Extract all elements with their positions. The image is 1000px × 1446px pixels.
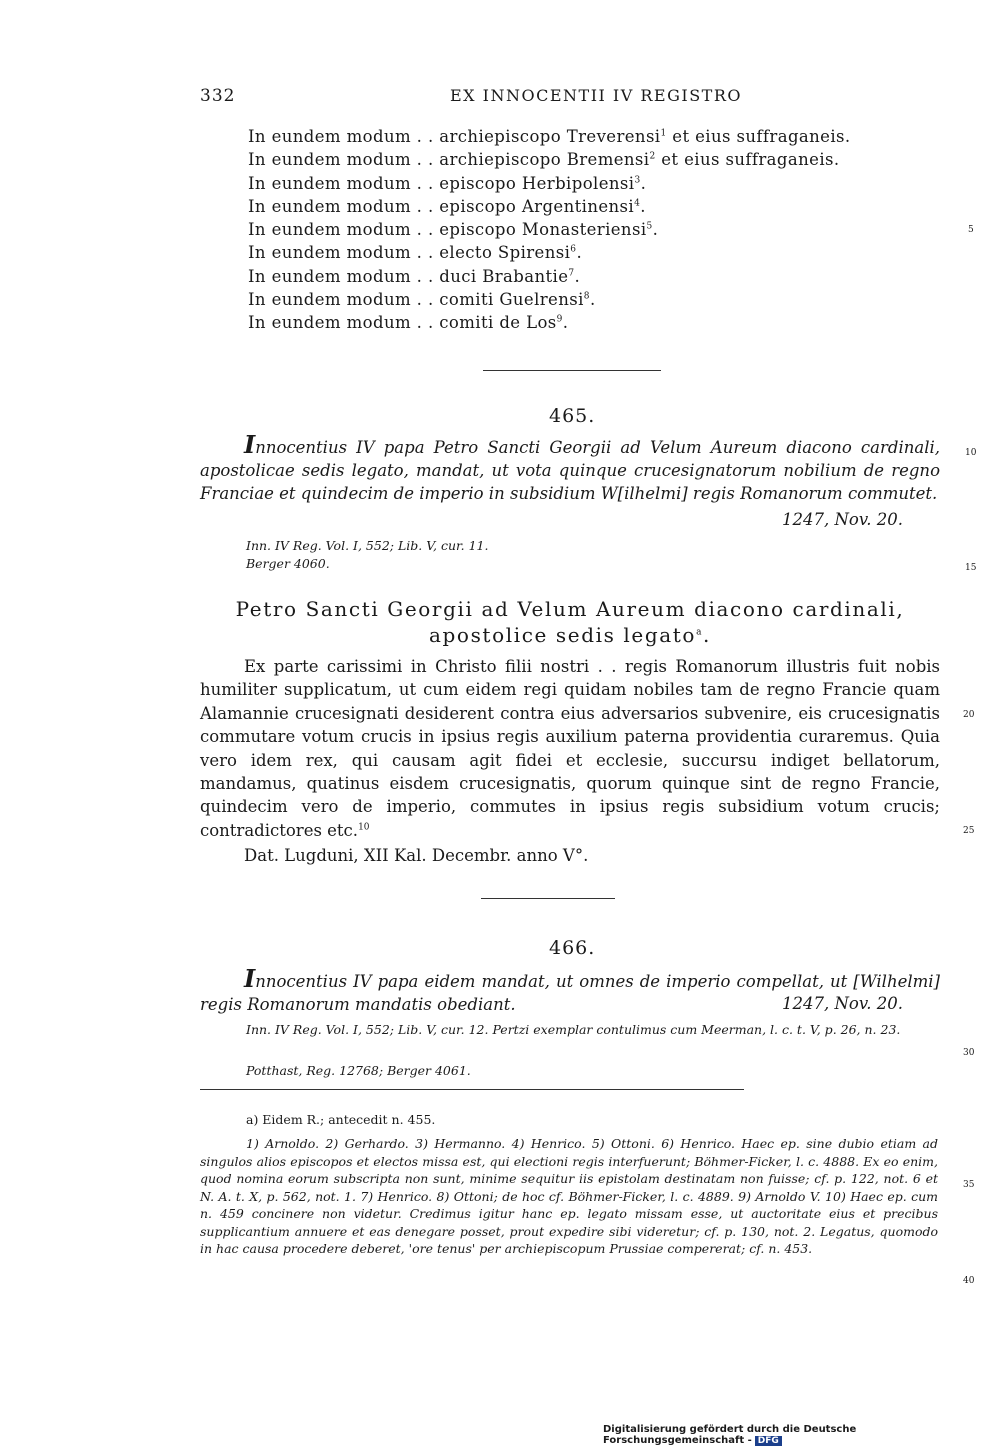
source-references: Inn. IV Reg. Vol. I, 552; Lib. V, cur. 12. Pertzi exemplar contulimus cum Meerman, l. c. t. V, p. 26, n. 23.: [246, 1022, 901, 1037]
footnote-a: a) Eidem R.; antecedit n. 455.: [246, 1112, 436, 1127]
address-line: In eundem modum . . comiti Guelrensi$^8$.: [248, 290, 596, 310]
document-number: 466.: [549, 937, 596, 959]
line-number: 15: [965, 563, 977, 573]
line-number: 35: [963, 1180, 975, 1190]
document-summary: Innocentius IV papa Petro Sancti Georgii ad Velum Aureum diacono cardinali, apostolicae sedis legato, mandat, ut vota quinque crucesignatorum nobilium de regno Franciae et quindecim de imperio in subsidium W[ilhelmi] regis Romanorum commutet.: [200, 430, 940, 503]
source-references: Potthast, Reg. 12768; Berger 4061.: [246, 1063, 471, 1078]
section-divider: [483, 370, 661, 371]
address-line: In eundem modum . . electo Spirensi$^6$.: [248, 243, 583, 263]
address-line: In eundem modum . . episcopo Monasteriensi$^5$.: [248, 220, 659, 240]
address-line: In eundem modum . . archiepiscopo Treverensi$^1$ et eius suffraganeis.: [248, 127, 851, 146]
document-summary: Innocentius IV papa eidem mandat, ut omnes de imperio compellat, ut [Wilhelmi] regis Romanorum mandatis obediant.: [200, 964, 940, 1014]
line-number: 20: [963, 710, 975, 720]
source-references: Inn. IV Reg. Vol. I, 552; Lib. V, cur. 11. Berger 4060.: [246, 538, 489, 571]
page-number: 332: [200, 86, 236, 106]
section-divider: [481, 898, 615, 899]
address-line: In eundem modum . . episcopo Herbipolensi$^3$.: [248, 173, 647, 193]
document-date: 1247, Nov. 20.: [782, 510, 903, 529]
line-number: 40: [963, 1276, 975, 1286]
address-line: In eundem modum . . duci Brabantie$^7$.: [248, 266, 581, 286]
address-line: In eundem modum . . episcopo Argentinensi$^4$.: [248, 196, 646, 216]
line-number: 10: [965, 448, 977, 458]
line-number: 30: [963, 1048, 975, 1058]
document-date: 1247, Nov. 20.: [782, 994, 903, 1013]
address-line: In eundem modum . . archiepiscopo Bremensi$^2$ et eius suffraganeis.: [248, 150, 840, 170]
footnotes: 1) Arnoldo. 2) Gerhardo. 3) Hermanno. 4) Henrico. 5) Ottoni. 6) Henrico. Haec ep. sine dubio etiam ad singulos alios episcopos et electos missa est, qui electioni regis interfuerunt; Böhmer-Ficker, l. c. 4888. Ex eo enim, quod nomina eorum subscripta non sunt, minime sequitur iis epistolam destinatam non fuisse; cf. p. 122, not. 6 et N. A. t. X, p. 562, not. 1. 7) Henrico. 8) Ottoni; de hoc cf. Böhmer-Ficker, l. c. 4889. 9) Arnoldo V. 10) Haec ep. cum n. 459 concinere non videtur. Credimus igitur hanc ep. legato missam esse, ut auctoritate eius et precibus supplicantium annuere et eas denegare posset, prout expedire sibi videretur; cf. p. 130, not. 2. Legatus, quomodo in hac causa procedere deberet, 'ore tenus' per archiepiscopum Prussiae compererat; cf. n. 453.: [200, 1136, 938, 1256]
running-title: EX INNOCENTII IV REGISTRO: [450, 86, 742, 105]
address-line: In eundem modum . . comiti de Los$^9$.: [248, 313, 569, 333]
letter-address: Petro Sancti Georgii ad Velum Aureum diacono cardinali, apostolice sedis legato$^a$.: [235, 597, 905, 647]
digitization-credit: Digitalisierung gefördert durch die Deutsche Forschungsgemeinschaft - DFG: [603, 1424, 857, 1446]
document-number: 465.: [549, 405, 596, 427]
dfg-logo: DFG: [755, 1436, 782, 1446]
line-number: 5: [968, 225, 974, 235]
footnote-rule: [200, 1089, 744, 1090]
dating-clause: Dat. Lugduni, XII Kal. Decembr. anno V°.: [244, 846, 589, 866]
address-list: [248, 125, 851, 335]
line-number: 25: [963, 826, 975, 836]
letter-body: Ex parte carissimi in Christo filii nostri . . regis Romanorum illustris fuit nobis humiliter supplicatum, ut cum eidem regi quidam nobiles tam de regno Francie quam Alamannie crucesignati desiderent contra eius adversarios subvenire, eis crucesignatis commutare votum crucis in ipsius regis auxilium paterna providentia curaremus. Quia vero idem rex, qui causam agit fidei et ecclesie, succursu indiget bellatorum, mandamus, quatinus eisdem crucesignatis, quorum quinque sint de regno Francie, quindecim vero de imperio, commutes in ipsius regis subsidium votum crucis; contradictores etc.$^{10}$ Dat. Lugduni, XII Kal. Decembr. anno V°.: [200, 655, 940, 868]
